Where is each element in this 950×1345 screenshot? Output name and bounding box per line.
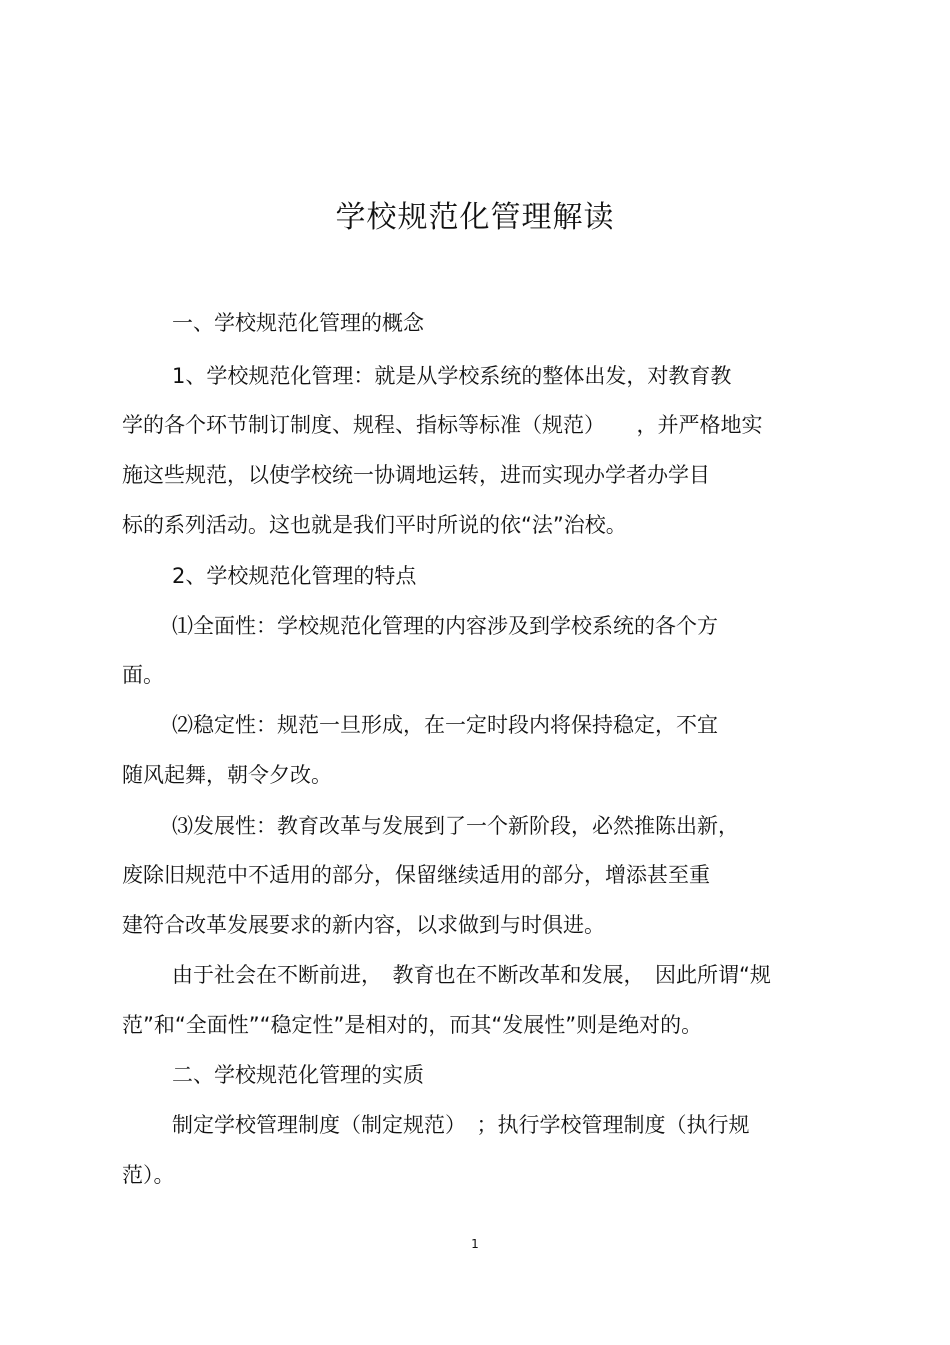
subsection-heading-features: 2、学校规范化管理的特点 [172, 564, 417, 588]
page-number: 1 [471, 1237, 479, 1251]
section-heading-concept: 一、学校规范化管理的概念 [172, 311, 424, 335]
paragraph-line: 范”和“全面性”“稳定性”是相对的，而其“发展性”则是绝对的。 [122, 1013, 703, 1037]
paragraph-line: 1、学校规范化管理：就是从学校系统的整体出发，对教育教 [172, 364, 732, 388]
paragraph-line: 面。 [122, 663, 164, 687]
paragraph-line: 由于社会在不断前进， 教育也在不断改革和发展， 因此所谓“规 [172, 963, 771, 987]
paragraph-line: 学的各个环节制订制度、规程、指标等标准（规范） ，并严格地实 [122, 413, 763, 437]
paragraph-line: ⑶发展性：教育改革与发展到了一个新阶段，必然推陈出新， [172, 814, 739, 838]
paragraph-line: 标的系列活动。这也就是我们平时所说的依“法”治校。 [122, 513, 627, 537]
paragraph-line: 范）。 [122, 1163, 175, 1187]
paragraph-line: 建符合改革发展要求的新内容，以求做到与时俱进。 [122, 913, 605, 937]
paragraph-line: 施这些规范，以使学校统一协调地运转，进而实现办学者办学目 [122, 463, 710, 487]
paragraph-line: ⑴全面性：学校规范化管理的内容涉及到学校系统的各个方 [172, 614, 718, 638]
paragraph-line: ⑵稳定性：规范一旦形成，在一定时段内将保持稳定，不宜 [172, 713, 718, 737]
paragraph-line: 废除旧规范中不适用的部分，保留继续适用的部分，增添甚至重 [122, 863, 710, 887]
document-title: 学校规范化管理解读 [335, 200, 615, 235]
paragraph-line: 制定学校管理制度（制定规范） ；执行学校管理制度（执行规 [172, 1113, 750, 1137]
paragraph-line: 随风起舞，朝令夕改。 [122, 763, 332, 787]
section-heading-essence: 二、学校规范化管理的实质 [172, 1063, 424, 1087]
